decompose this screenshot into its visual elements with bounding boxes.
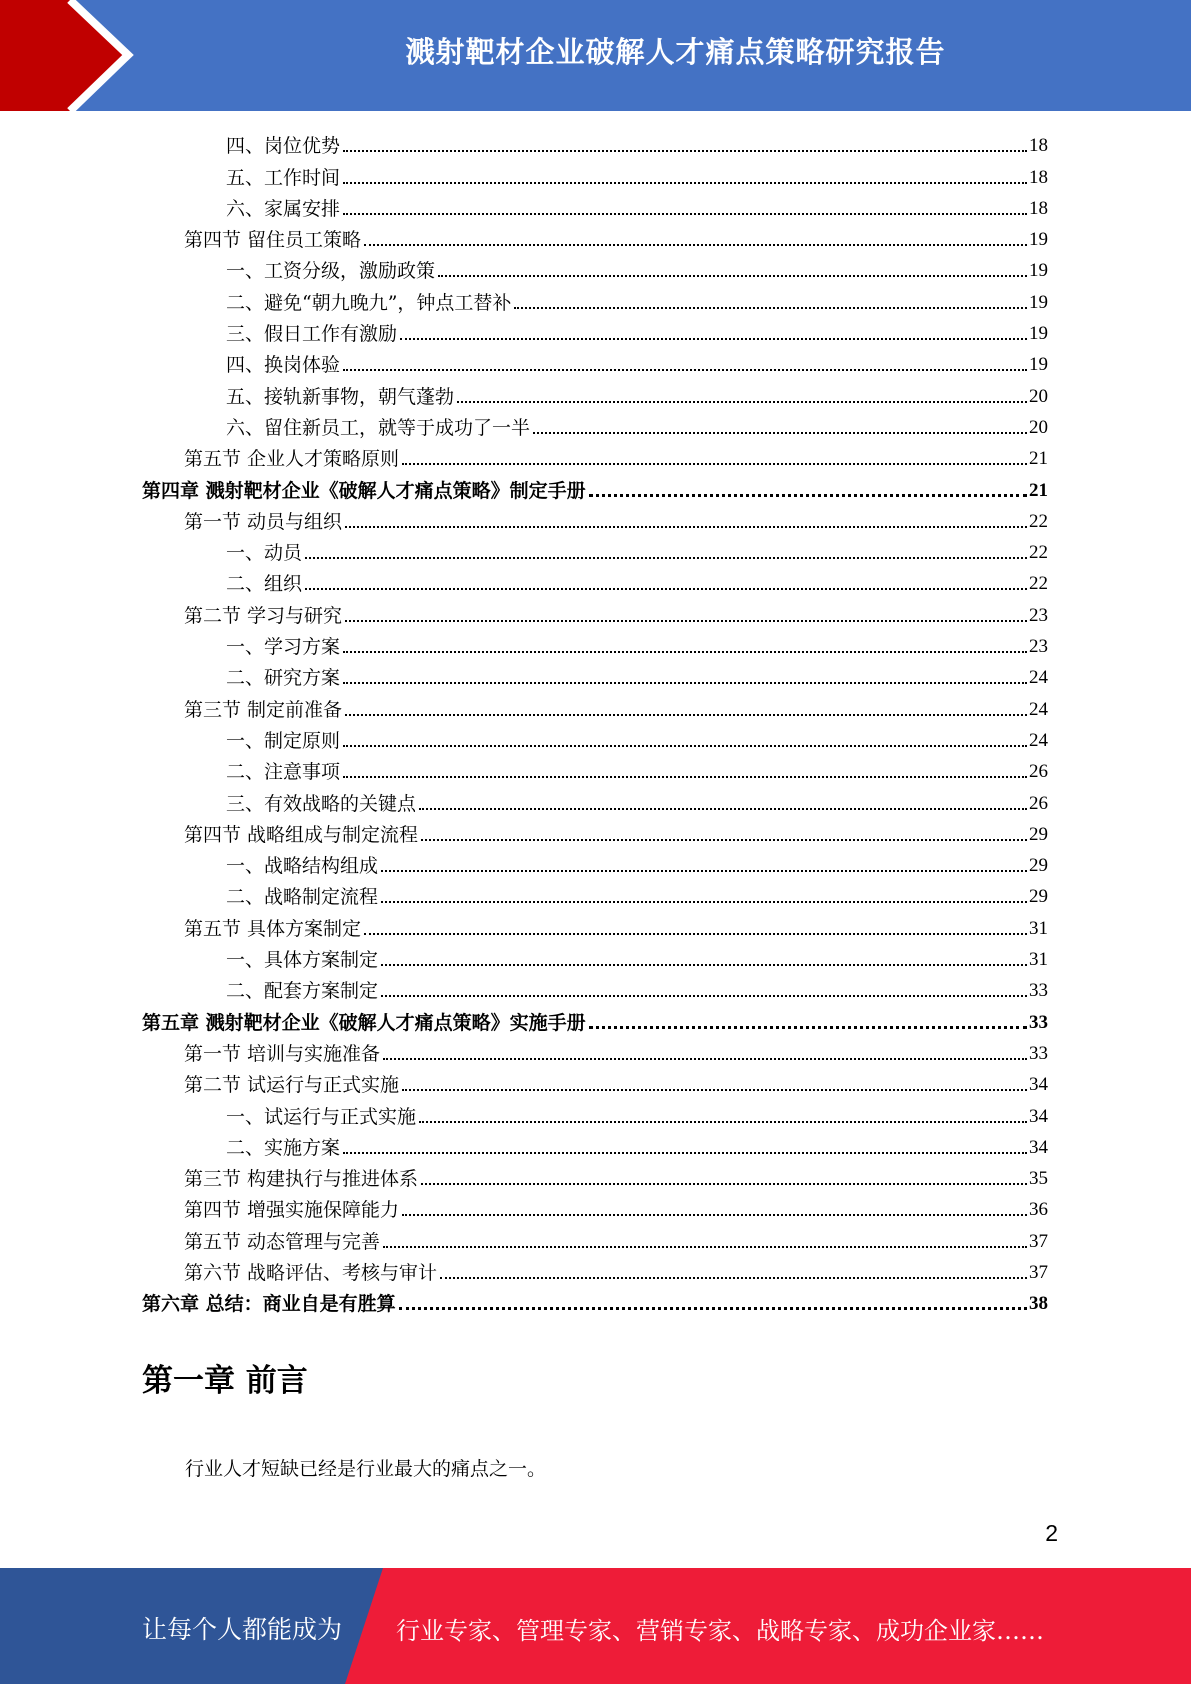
toc-leader-dots — [381, 995, 1027, 997]
toc-entry[interactable] — [142, 847, 1048, 878]
toc-entry-page: 23 — [1029, 636, 1048, 658]
toc-entry-title: 第二节 试运行与正式实施 — [184, 1074, 400, 1097]
toc-entry[interactable] — [142, 1254, 1048, 1285]
toc-entry-title: 第五节 企业人才策略原则 — [184, 448, 400, 471]
toc-entry-page: 24 — [1029, 667, 1048, 689]
toc-entry-title: 第一节 培训与实施准备 — [184, 1042, 381, 1065]
toc-entry-title: 第六节 战略评估、考核与审计 — [184, 1261, 438, 1284]
toc-entry[interactable] — [142, 1160, 1048, 1191]
toc-entry-title: 第六章 总结：商业自是有胜算 — [142, 1293, 396, 1316]
toc-entry[interactable] — [142, 941, 1048, 972]
chapter-heading: 第一章 前言 — [142, 1363, 308, 1399]
toc-entry[interactable] — [142, 221, 1048, 252]
toc-entry-page: 33 — [1029, 1011, 1048, 1033]
toc-entry-page: 20 — [1029, 416, 1048, 438]
toc-entry[interactable] — [142, 1097, 1048, 1128]
toc-leader-dots — [345, 526, 1027, 528]
toc-entry-title: 第三节 构建执行与推进体系 — [184, 1168, 419, 1191]
toc-entry-page: 34 — [1029, 1074, 1048, 1096]
toc-entry-title: 一、动员 — [226, 542, 303, 565]
toc-entry[interactable] — [142, 1035, 1048, 1066]
toc-leader-dots — [400, 338, 1027, 340]
toc-entry-page: 22 — [1029, 542, 1048, 564]
toc-entry-title: 二、实施方案 — [226, 1136, 341, 1159]
toc-leader-dots — [381, 870, 1027, 872]
toc-entry[interactable] — [142, 659, 1048, 690]
toc-leader-dots — [343, 651, 1027, 653]
toc-entry-title: 六、留住新员工，就等于成功了一半 — [226, 416, 531, 439]
toc-entry-page: 20 — [1029, 385, 1048, 407]
toc-entry-title: 三、有效战略的关键点 — [226, 792, 417, 815]
header-chevron-icon — [0, 0, 160, 111]
toc-entry-page: 19 — [1029, 354, 1048, 376]
toc-entry-title: 三、假日工作有激励 — [226, 323, 398, 346]
toc-entry[interactable] — [142, 565, 1048, 596]
toc-entry-page: 18 — [1029, 197, 1048, 219]
toc-entry-page: 34 — [1029, 1136, 1048, 1158]
toc-entry-page: 19 — [1029, 291, 1048, 313]
toc-leader-dots — [305, 557, 1027, 559]
toc-entry-title: 二、注意事项 — [226, 761, 341, 784]
toc-entry[interactable] — [142, 628, 1048, 659]
toc-entry[interactable] — [142, 722, 1048, 753]
toc-entry[interactable] — [142, 972, 1048, 1003]
toc-entry-title: 第二节 学习与研究 — [184, 604, 343, 627]
toc-leader-dots — [438, 275, 1027, 277]
toc-entry[interactable] — [142, 909, 1048, 940]
table-of-contents — [142, 127, 1048, 1316]
toc-entry-page: 29 — [1029, 823, 1048, 845]
toc-leader-dots — [345, 714, 1027, 716]
toc-leader-dots — [343, 213, 1027, 215]
toc-entry[interactable] — [142, 596, 1048, 627]
toc-entry[interactable] — [142, 315, 1048, 346]
toc-entry-title: 五、工作时间 — [226, 166, 341, 189]
toc-entry-title: 二、配套方案制定 — [226, 980, 379, 1003]
toc-leader-dots — [419, 808, 1027, 810]
toc-entry-page: 18 — [1029, 166, 1048, 188]
toc-entry[interactable] — [142, 440, 1048, 471]
toc-entry[interactable] — [142, 1191, 1048, 1222]
body-paragraph: 行业人才短缺已经是行业最大的痛点之一。 — [185, 1458, 547, 1480]
toc-entry[interactable] — [142, 377, 1048, 408]
toc-entry[interactable] — [142, 409, 1048, 440]
toc-entry-page: 31 — [1029, 917, 1048, 939]
toc-entry-title: 四、岗位优势 — [226, 135, 341, 158]
toc-entry-page: 37 — [1029, 1230, 1048, 1252]
toc-entry-page: 36 — [1029, 1199, 1048, 1221]
toc-leader-dots — [381, 964, 1027, 966]
toc-entry-title: 第四节 留住员工策略 — [184, 229, 362, 252]
toc-leader-dots — [364, 244, 1027, 246]
header-red-block — [0, 0, 128, 111]
document-title: 溅射靶材企业破解人才痛点策略研究报告 — [405, 35, 946, 69]
toc-leader-dots — [343, 745, 1027, 747]
toc-entry[interactable] — [142, 503, 1048, 534]
toc-entry-page: 19 — [1029, 260, 1048, 282]
toc-leader-dots — [440, 1277, 1027, 1279]
toc-entry-page: 19 — [1029, 229, 1048, 251]
toc-entry-title: 第四章 溅射靶材企业《破解人才痛点策略》制定手册 — [142, 479, 586, 502]
toc-leader-dots — [421, 839, 1027, 841]
toc-entry-page: 22 — [1029, 573, 1048, 595]
toc-leader-dots — [399, 1307, 1027, 1310]
toc-leader-dots — [383, 1246, 1027, 1248]
toc-entry-page: 34 — [1029, 1105, 1048, 1127]
toc-entry[interactable] — [142, 816, 1048, 847]
toc-entry-title: 第五节 具体方案制定 — [184, 917, 362, 940]
toc-entry[interactable] — [142, 784, 1048, 815]
toc-entry-title: 一、战略结构组成 — [226, 855, 379, 878]
toc-entry-page: 33 — [1029, 1042, 1048, 1064]
toc-entry[interactable] — [142, 471, 1048, 502]
toc-entry-title: 四、换岗体验 — [226, 354, 341, 377]
toc-leader-dots — [419, 1121, 1027, 1123]
toc-leader-dots — [457, 401, 1027, 403]
toc-entry[interactable] — [142, 753, 1048, 784]
page-number: 2 — [1045, 1520, 1058, 1546]
toc-leader-dots — [383, 1058, 1027, 1060]
toc-entry-title: 二、研究方案 — [226, 667, 341, 690]
toc-entry-page: 18 — [1029, 135, 1048, 157]
toc-entry[interactable] — [142, 1003, 1048, 1034]
page-footer — [0, 1568, 1191, 1684]
toc-entry-page: 21 — [1029, 448, 1048, 470]
toc-entry-page: 19 — [1029, 323, 1048, 345]
toc-entry-page: 38 — [1029, 1293, 1048, 1315]
toc-entry-title: 第三节 制定前准备 — [184, 698, 343, 721]
toc-entry-page: 24 — [1029, 729, 1048, 751]
toc-leader-dots — [402, 463, 1027, 465]
toc-leader-dots — [421, 1183, 1027, 1185]
toc-leader-dots — [343, 1152, 1027, 1154]
toc-entry[interactable] — [142, 1129, 1048, 1160]
toc-entry-title: 二、组织 — [226, 573, 303, 596]
toc-entry[interactable] — [142, 690, 1048, 721]
toc-entry[interactable] — [142, 1222, 1048, 1253]
toc-leader-dots — [589, 494, 1027, 497]
toc-entry[interactable] — [142, 252, 1048, 283]
toc-leader-dots — [345, 620, 1027, 622]
toc-leader-dots — [343, 182, 1027, 184]
toc-entry-page: 22 — [1029, 510, 1048, 532]
toc-entry[interactable] — [142, 1066, 1048, 1097]
footer-slogan-right: 行业专家、管理专家、营销专家、战略专家、成功企业家…… — [396, 1617, 1044, 1645]
toc-leader-dots — [343, 682, 1027, 684]
toc-entry-page: 21 — [1029, 479, 1048, 501]
toc-entry-page: 33 — [1029, 980, 1048, 1002]
toc-leader-dots — [402, 1089, 1027, 1091]
toc-entry-title: 第五节 动态管理与完善 — [184, 1230, 381, 1253]
toc-leader-dots — [305, 588, 1027, 590]
toc-entry[interactable] — [142, 534, 1048, 565]
toc-entry[interactable] — [142, 283, 1048, 314]
toc-leader-dots — [343, 369, 1027, 371]
toc-entry-title: 第五章 溅射靶材企业《破解人才痛点策略》实施手册 — [142, 1011, 586, 1034]
toc-leader-dots — [514, 307, 1027, 309]
toc-entry-title: 二、避免“朝九晚九”，钟点工替补 — [226, 291, 512, 314]
toc-entry-title: 第四节 战略组成与制定流程 — [184, 823, 419, 846]
toc-entry-page: 31 — [1029, 949, 1048, 971]
toc-entry-page: 37 — [1029, 1261, 1048, 1283]
toc-entry-title: 一、学习方案 — [226, 636, 341, 659]
footer-slogan-left: 让每个人都能成为 — [142, 1615, 343, 1644]
toc-entry-title: 一、具体方案制定 — [226, 949, 379, 972]
toc-leader-dots — [533, 432, 1027, 434]
toc-entry-page: 23 — [1029, 604, 1048, 626]
toc-entry-title: 一、试运行与正式实施 — [226, 1105, 417, 1128]
toc-entry[interactable] — [142, 1285, 1048, 1316]
toc-entry-page: 26 — [1029, 792, 1048, 814]
toc-leader-dots — [589, 1026, 1027, 1029]
toc-entry-title: 第四节 增强实施保障能力 — [184, 1199, 400, 1222]
toc-entry[interactable] — [142, 190, 1048, 221]
toc-entry[interactable] — [142, 346, 1048, 377]
toc-entry-page: 29 — [1029, 886, 1048, 908]
toc-leader-dots — [343, 776, 1027, 778]
toc-entry-title: 第一节 动员与组织 — [184, 510, 343, 533]
toc-entry-title: 六、家属安排 — [226, 197, 341, 220]
toc-leader-dots — [364, 933, 1027, 935]
page-header — [0, 0, 1191, 111]
toc-entry-title: 五、接轨新事物，朝气蓬勃 — [226, 385, 455, 408]
toc-entry[interactable] — [142, 878, 1048, 909]
toc-entry-page: 35 — [1029, 1168, 1048, 1190]
toc-leader-dots — [343, 150, 1027, 152]
toc-entry-title: 二、战略制定流程 — [226, 886, 379, 909]
toc-entry-title: 一、制定原则 — [226, 729, 341, 752]
toc-entry-page: 29 — [1029, 855, 1048, 877]
toc-entry-page: 26 — [1029, 761, 1048, 783]
toc-entry[interactable] — [142, 127, 1048, 158]
toc-leader-dots — [402, 1214, 1027, 1216]
toc-entry-page: 24 — [1029, 698, 1048, 720]
toc-entry-title: 一、工资分级，激励政策 — [226, 260, 436, 283]
toc-leader-dots — [381, 901, 1027, 903]
toc-entry[interactable] — [142, 158, 1048, 189]
